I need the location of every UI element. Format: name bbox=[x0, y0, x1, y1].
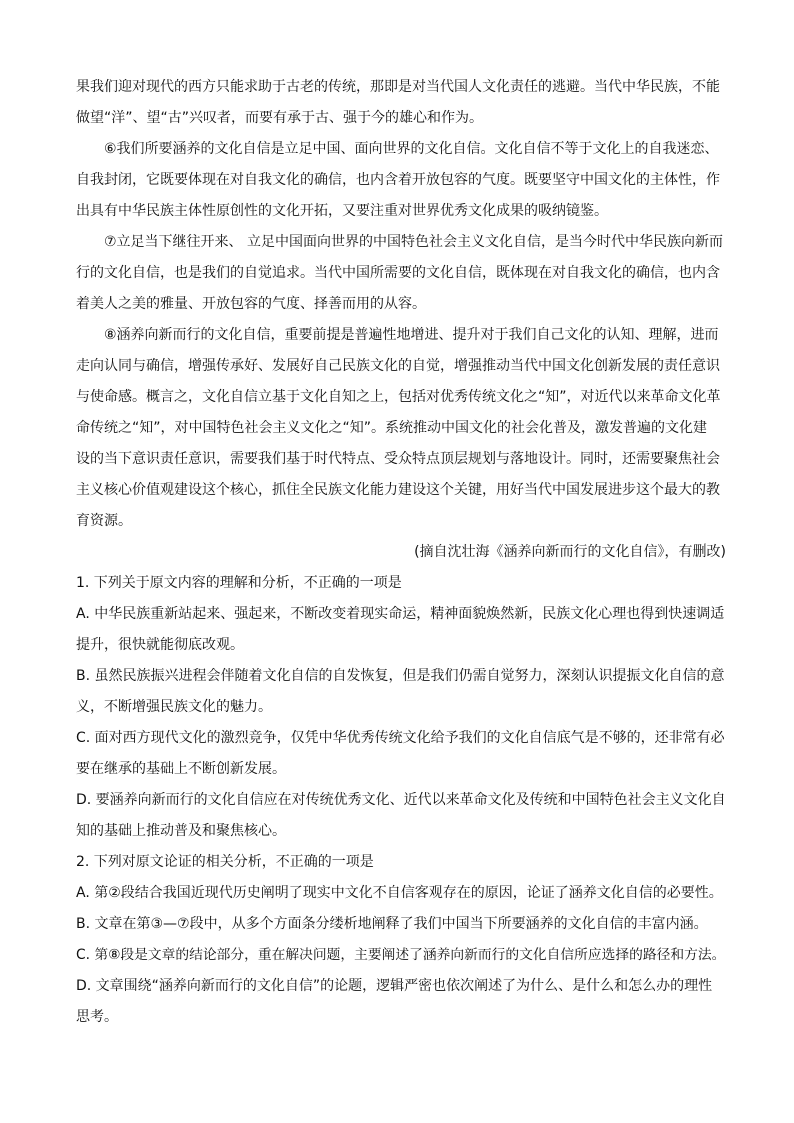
option-line: A. 中华民族重新站起来、强起来，不断改变着现实命运，精神面貌焕然新，民族文化心理也得到快速调适 bbox=[76, 606, 725, 622]
option-line: D. 要涵养向新而行的文化自信应在对传统优秀文化、近代以来革命文化及传统和中国特色社会主义文化自 bbox=[76, 792, 726, 808]
passage-line: 主义核心价值观建设这个核心，抓住全民族文化能力建设这个关键，用好当代中国发展进步这个最大的教 bbox=[76, 482, 720, 498]
option-line: B. 文章在第③—⑦段中，从多个方面条分缕析地阐释了我们中国当下所要涵养的文化自信的丰富内涵。 bbox=[76, 916, 708, 932]
option-line: B. 虽然民族振兴进程会伴随着文化自信的自发恢复，但是我们仍需自觉努力，深刻认识提振文化自信的意 bbox=[76, 668, 725, 684]
passage-line: ⑧涵养向新而行的文化自信，重要前提是普遍性地增进、提升对于我们自己文化的认知、理解，进而 bbox=[76, 327, 719, 343]
option-line: 义，不断增强民族文化的魅力。 bbox=[76, 699, 272, 715]
passage-line: ⑥我们所要涵养的文化自信是立足中国、面向世界的文化自信。文化自信不等于文化上的自我迷恋、 bbox=[76, 141, 719, 157]
passage-line: 行的文化自信，也是我们的自觉追求。当代中国所需要的文化自信，既体现在对自我文化的确信，也内含 bbox=[76, 265, 720, 281]
option-line: 知的基础上推动普及和聚焦核心。 bbox=[76, 823, 286, 839]
passage-line: ⑦立足当下继往开来、 立足中国面向世界的中国特色社会主义文化自信，是当今时代中华民族向新而 bbox=[76, 234, 723, 250]
option-line: 思考。 bbox=[76, 1009, 118, 1025]
passage-line: 命传统之“知”，对中国特色社会主义文化之“知”。系统推动中国文化的社会化普及，激发普遍的文化建 bbox=[76, 420, 708, 436]
passage-line: 果我们迎对现代的西方只能求助于古老的传统，那即是对当代国人文化责任的逃避。当代中华民族，不能 bbox=[76, 79, 720, 95]
passage-source: (摘自沈壮海《涵养向新而行的文化自信》，有删改) bbox=[414, 544, 726, 560]
passage-line: 走向认同与确信，增强传承好、发展好自己民族文化的自觉，增强推动当代中国文化创新发展的责任意识 bbox=[76, 358, 720, 374]
option-line: A. 第②段结合我国近现代历史阐明了现实中文化不自信客观存在的原因，论证了涵养文化自信的必要性。 bbox=[76, 885, 723, 901]
option-line: 要在继承的基础上不断创新发展。 bbox=[76, 761, 286, 777]
passage-line: 与使命感。概言之，文化自信立基于文化自知之上，包括对优秀传统文化之“知”，对近代以来革命文化革 bbox=[76, 389, 721, 405]
option-line: D. 文章围绕“涵养向新而行的文化自信”的论题，逻辑严密也依次阐述了为什么、是什么和怎么办的理性 bbox=[76, 978, 713, 994]
passage-line: 育资源。 bbox=[76, 513, 132, 529]
option-line: C. 面对西方现代文化的激烈竞争，仅凭中华优秀传统文化给予我们的文化自信底气是不够的，还非常有必 bbox=[76, 730, 725, 746]
passage-line: 出具有中华民族主体性原创性的文化开拓，又要注重对世界优秀文化成果的吸纳镜鉴。 bbox=[76, 203, 608, 219]
passage-line: 着美人之美的雅量、开放包容的气度、择善而用的从容。 bbox=[76, 296, 426, 312]
passage-line: 设的当下意识责任意识，需要我们基于时代特点、受众特点顶层规划与落地设计。同时，还需要聚焦社会 bbox=[76, 451, 720, 467]
option-line: C. 第⑧段是文章的结论部分，重在解决问题，主要阐述了涵养向新而行的文化自信所应选择的路径和方法。 bbox=[76, 947, 726, 963]
option-line: 提升，很快就能彻底改观。 bbox=[76, 637, 244, 653]
question-stem: 2. 下列对原文论证的相关分析，不正确的一项是 bbox=[76, 854, 374, 870]
passage-line: 自我封闭，它既要体现在对自我文化的确信，也内含着开放包容的气度。既要坚守中国文化的主体性，作 bbox=[76, 172, 720, 188]
question-stem: 1. 下列关于原文内容的理解和分析，不正确的一项是 bbox=[76, 575, 402, 591]
passage-line: 做望“洋”、望“古”兴叹者，而要有承于古、强于今的雄心和作为。 bbox=[76, 110, 484, 126]
